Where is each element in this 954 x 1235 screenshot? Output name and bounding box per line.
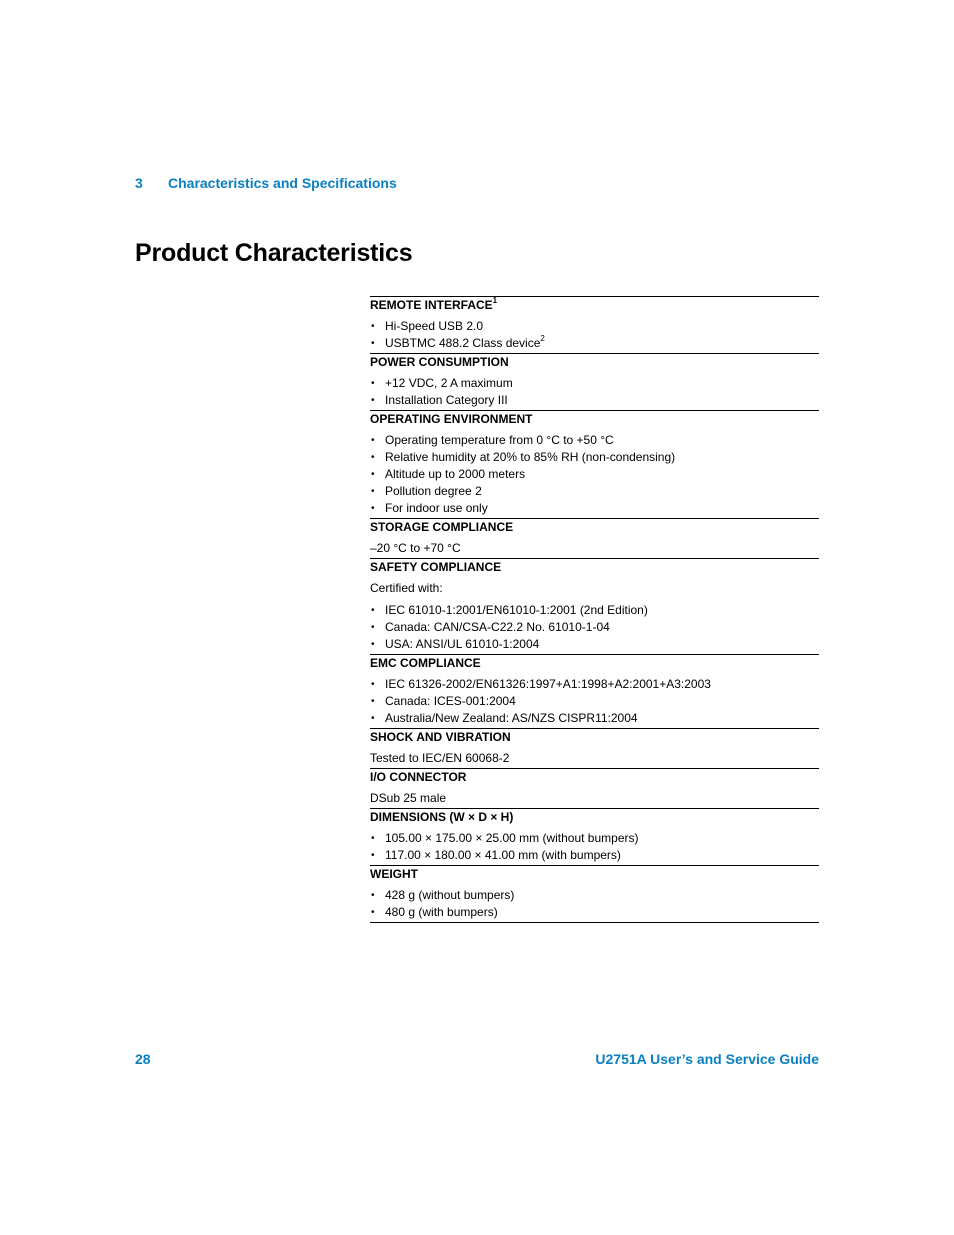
list-item: • USBTMC 488.2 Class device$^2$	[370, 335, 819, 352]
list-item: • Hi-Speed USB 2.0	[370, 318, 819, 335]
section-text: DSub 25 male	[370, 791, 447, 805]
section-dimensions	[370, 808, 819, 865]
footnote-marker: 2	[540, 334, 545, 343]
list-item: • Relative humidity at 20% to 85% RH (non-condensing)	[370, 449, 819, 466]
list-item: • Australia/New Zealand: AS/NZS CISPR11:2004	[370, 710, 819, 727]
section-power-consumption	[370, 353, 819, 410]
list-item: • For indoor use only	[370, 500, 819, 517]
footnote-marker: 1	[492, 296, 498, 305]
section-emc-compliance	[370, 654, 819, 728]
section-heading: POWER CONSUMPTION	[370, 355, 509, 369]
section-operating-environment	[370, 410, 819, 518]
section-remote-interface	[370, 296, 819, 353]
section-shock-vibration	[370, 728, 819, 768]
section-safety-compliance	[370, 558, 819, 654]
section-text: Tested to IEC/EN 60068-2	[370, 751, 510, 765]
chapter-title: Characteristics and Specifications	[168, 175, 397, 191]
list-item: • Canada: CAN/CSA-C22.2 No. 61010-1-04	[370, 619, 819, 636]
page-number: 28	[135, 1051, 151, 1067]
section-weight	[370, 865, 819, 922]
list-item: • USA: ANSI/UL 61010-1:2004	[370, 636, 819, 653]
list-item: • Installation Category III	[370, 392, 819, 409]
chapter-number: 3	[135, 175, 143, 191]
section-storage-compliance	[370, 518, 819, 558]
section-heading: SHOCK AND VIBRATION	[370, 730, 511, 744]
list-item: • Canada: ICES-001:2004	[370, 693, 819, 710]
section-heading: WEIGHT	[370, 867, 418, 881]
section-heading: EMC COMPLIANCE	[370, 656, 481, 670]
list-item: • Altitude up to 2000 meters	[370, 466, 819, 483]
list-item: • IEC 61010-1:2001/EN61010-1:2001 (2nd Edition)	[370, 602, 819, 619]
running-header	[135, 175, 397, 191]
list-item: • 117.00 × 180.00 × 41.00 mm (with bumpers)	[370, 847, 819, 864]
section-io-connector	[370, 768, 819, 808]
spec-table	[370, 296, 819, 923]
list-item: • 480 g (with bumpers)	[370, 904, 819, 921]
section-heading: SAFETY COMPLIANCE	[370, 560, 502, 574]
list-item: • Operating temperature from 0 °C to +50 °C	[370, 432, 819, 449]
list-item: • +12 VDC, 2 A maximum	[370, 375, 819, 392]
list-item: • IEC 61326-2002/EN61326:1997+A1:1998+A2:2001+A3:2003	[370, 676, 819, 693]
section-text: –20 °C to +70 °C	[370, 541, 461, 555]
section-heading: DIMENSIONS (W × D × H)	[370, 810, 514, 824]
section-heading: OPERATING ENVIRONMENT	[370, 412, 533, 426]
section-heading: STORAGE COMPLIANCE	[370, 520, 514, 534]
page-title: Product Characteristics	[135, 239, 413, 267]
list-item: • 105.00 × 175.00 × 25.00 mm (without bumpers)	[370, 830, 819, 847]
section-heading: REMOTE INTERFACE$^1$	[370, 296, 498, 312]
guide-title: U2751A User’s and Service Guide	[595, 1051, 819, 1067]
list-item: • 428 g (without bumpers)	[370, 887, 819, 904]
list-item: • Pollution degree 2	[370, 483, 819, 500]
section-text: Certified with:	[370, 581, 443, 595]
section-heading: I/O CONNECTOR	[370, 770, 467, 784]
